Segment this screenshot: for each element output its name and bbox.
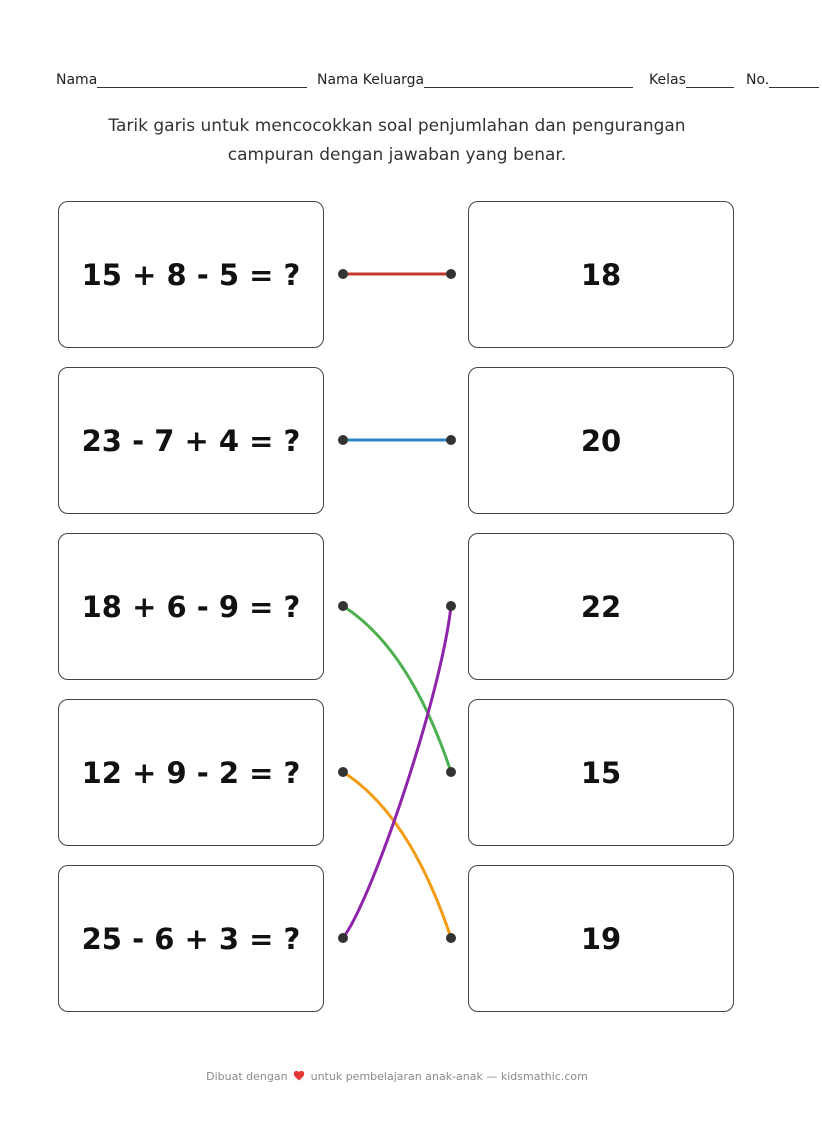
family-name-field[interactable] [317, 68, 633, 88]
connection-line-5[interactable] [343, 606, 451, 938]
answer-box-2[interactable]: 20 [468, 367, 734, 514]
instructions [40, 112, 754, 170]
problem-box-3[interactable]: 18 + 6 - 9 = ? [58, 533, 324, 680]
class-line[interactable] [686, 73, 734, 88]
answer-box-3[interactable]: 22 [468, 533, 734, 680]
problem-box-1[interactable]: 15 + 8 - 5 = ? [58, 201, 324, 348]
name-line[interactable] [97, 73, 307, 88]
answer-box-5[interactable]: 19 [468, 865, 734, 1012]
answer-box-4[interactable]: 15 [468, 699, 734, 846]
footer-text-after: untuk pembelajaran anak-anak — kidsmathic.com [310, 1070, 588, 1083]
footer-text-before: Dibuat dengan [206, 1070, 288, 1083]
connection-line-4[interactable] [343, 772, 451, 938]
instructions-line-2: campuran dengan jawaban yang benar. [227, 145, 567, 165]
name-label: Nama [56, 72, 98, 88]
family-name-line[interactable] [424, 73, 633, 88]
name-field[interactable] [56, 68, 307, 88]
instructions-line-1: Tarik garis untuk mencocokkan soal penjumlahan dan pengurangan [108, 116, 686, 136]
problem-box-4[interactable]: 12 + 9 - 2 = ? [58, 699, 324, 846]
number-field[interactable] [746, 68, 819, 88]
number-label: No. [746, 72, 770, 88]
class-label: Kelas [649, 72, 686, 88]
problem-box-5[interactable]: 25 - 6 + 3 = ? [58, 865, 324, 1012]
answer-box-1[interactable]: 18 [468, 201, 734, 348]
heart-icon [293, 1070, 305, 1081]
student-info-header [56, 68, 822, 90]
class-field[interactable] [649, 68, 734, 88]
family-name-label: Nama Keluarga [317, 72, 425, 88]
number-line[interactable] [769, 73, 819, 88]
problem-box-2[interactable]: 23 - 7 + 4 = ? [58, 367, 324, 514]
footer [0, 1070, 794, 1083]
